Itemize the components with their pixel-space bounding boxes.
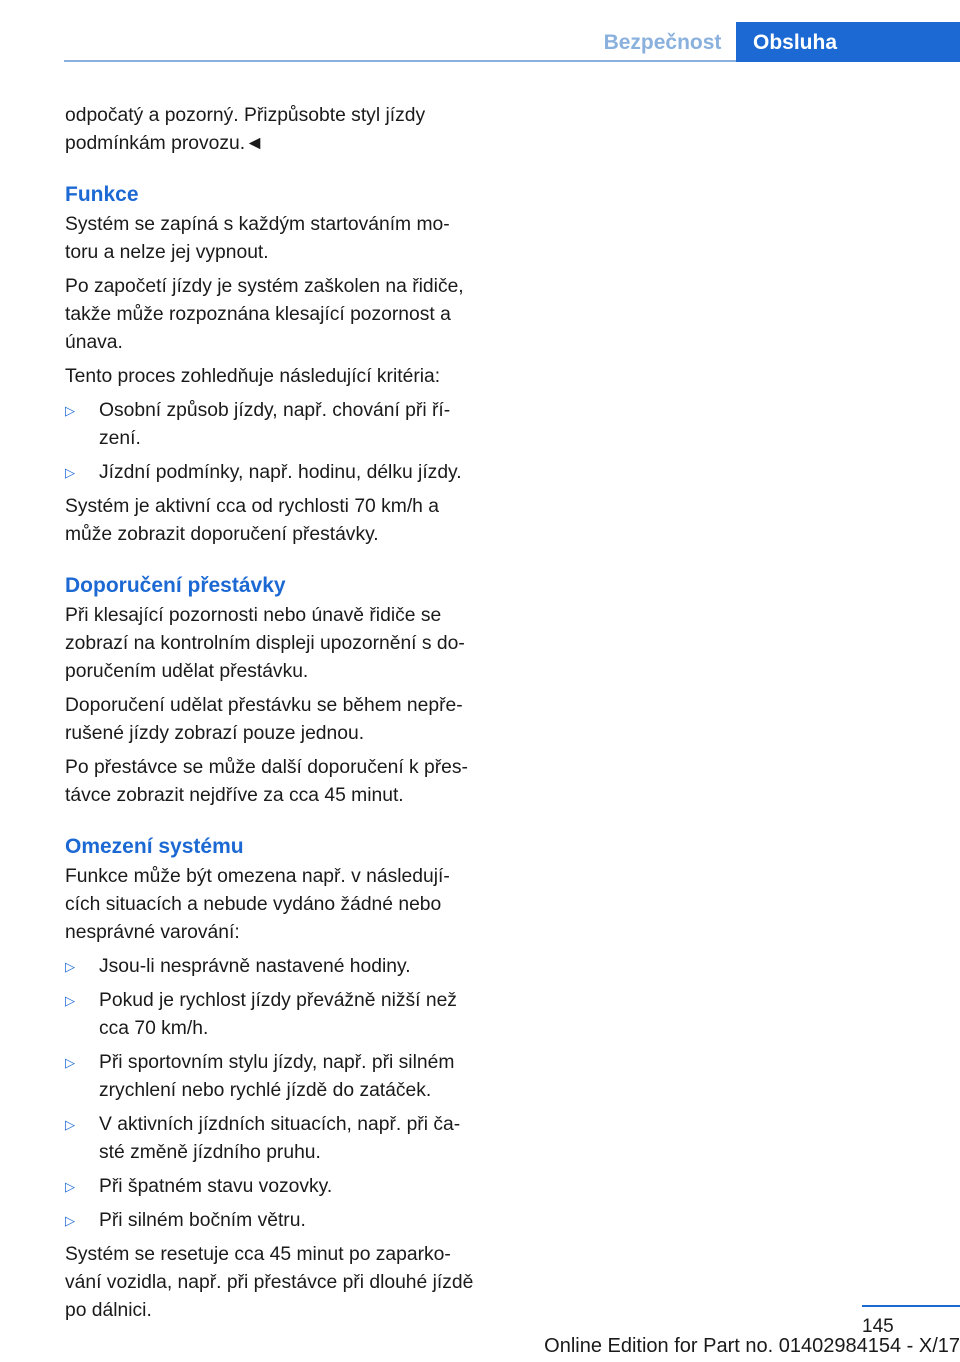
break-paragraph-3: Po přestávce se může další doporučení k přes- távce zobrazit nejdříve za cca 45 minut. xyxy=(65,757,468,806)
triangle-bullet-icon: ▷ xyxy=(65,1117,75,1132)
criteria-list xyxy=(65,397,485,487)
break-paragraph-1: Při klesající pozornosti nebo únavě řidiče se zobrazí na kontrolním displeji upozornění s do- poručením udělat přestávku. xyxy=(65,605,465,682)
footer-edition: Online Edition for Part no. 01402984154 - X/17 xyxy=(544,1335,960,1357)
tab-safety[interactable]: Bezpečnost xyxy=(603,31,722,54)
limits-list xyxy=(65,953,485,1235)
list-item: ▷ Při špatném stavu vozovky. xyxy=(65,1173,485,1201)
footer-rule xyxy=(862,1305,960,1307)
heading-break-recommendation: Doporučení přestávky xyxy=(65,574,286,597)
triangle-bullet-icon: ▷ xyxy=(65,465,75,480)
list-item: ▷ Při sportovním stylu jízdy, např. při silném zrychlení nebo rychlé jízdě do zatáček. xyxy=(65,1049,485,1105)
triangle-bullet-icon: ▷ xyxy=(65,403,75,418)
list-item: ▷ Při silném bočním větru. xyxy=(65,1207,485,1235)
function-paragraph-3: Tento proces zohledňuje následující kritéria: xyxy=(65,366,441,387)
limits-paragraph-1: Funkce může být omezena např. v následují- cích situacích a nebude vydáno žádné nebo nesprávné varování: xyxy=(65,866,450,943)
main-content xyxy=(65,102,485,1331)
list-item: ▷ Jízdní podmínky, např. hodinu, délku jízdy. xyxy=(65,459,485,487)
triangle-bullet-icon: ▷ xyxy=(65,959,75,974)
tab-operation[interactable]: Obsluha xyxy=(736,22,960,62)
triangle-bullet-icon: ▷ xyxy=(65,1179,75,1194)
list-item: ▷ Pokud je rychlost jízdy převážně nižší než cca 70 km/h. xyxy=(65,987,485,1043)
list-item: ▷ V aktivních jízdních situacích, např. při ča- sté změně jízdního pruhu. xyxy=(65,1111,485,1167)
triangle-bullet-icon: ▷ xyxy=(65,993,75,1008)
triangle-bullet-icon: ▷ xyxy=(65,1213,75,1228)
heading-system-limits: Omezení systému xyxy=(65,835,244,858)
break-paragraph-2: Doporučení udělat přestávku se během nepře- rušené jízdy zobrazí pouze jednou. xyxy=(65,695,463,744)
function-paragraph-2: Po započetí jízdy je systém zaškolen na řidiče, takže může rozpoznána klesající pozornost a únava. xyxy=(65,276,464,353)
page-number: 145 xyxy=(862,1316,894,1337)
heading-function: Funkce xyxy=(65,183,139,206)
triangle-bullet-icon: ▷ xyxy=(65,1055,75,1070)
list-item: ▷ Osobní způsob jízdy, např. chování při ří- zení. xyxy=(65,397,485,453)
intro-paragraph: odpočatý a pozorný. Přizpůsobte styl jízdy podmínkám provozu.◄ xyxy=(65,105,426,154)
list-item: ▷ Jsou-li nesprávně nastavené hodiny. xyxy=(65,953,485,981)
function-paragraph-1: Systém se zapíná s každým startováním mo- toru a nelze jej vypnout. xyxy=(65,214,450,263)
limits-paragraph-2: Systém se resetuje cca 45 minut po zaparko- vání vozidla, např. při přestávce při dlouhé jízdě po dálnici. xyxy=(65,1244,474,1321)
function-paragraph-4: Systém je aktivní cca od rychlosti 70 km/h a může zobrazit doporučení přestávky. xyxy=(65,496,439,545)
